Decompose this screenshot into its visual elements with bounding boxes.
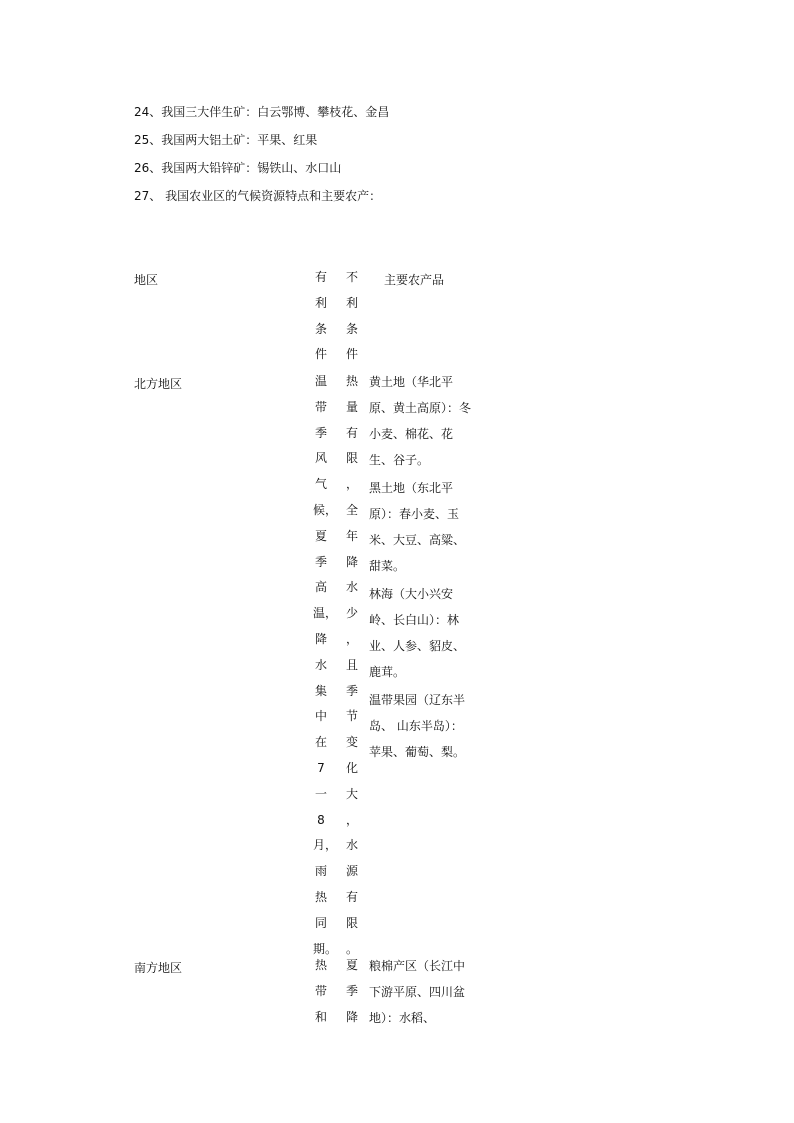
product-paragraph: 粮棉产区（长江中下游平原、四川盆地）：水稻、 xyxy=(369,959,466,1025)
column-char: 件 xyxy=(314,347,327,362)
column-char: 季 xyxy=(345,983,358,998)
column-char: 雨 xyxy=(314,864,327,879)
column-char: 一 xyxy=(314,786,327,801)
column-char: 热 xyxy=(345,374,358,388)
column-char: 中 xyxy=(314,709,327,724)
header-products: 主要农产品 xyxy=(384,273,445,287)
column-char: 且 xyxy=(345,657,358,672)
product-paragraph: 林海（大小兴安岭、长白山）：林业、人参、貂皮、鹿茸。 xyxy=(369,587,466,679)
column-char: 量 xyxy=(345,399,358,414)
product-paragraph: 温带果园（辽东半岛、 山东半岛）：苹果、葡萄、梨。 xyxy=(369,693,466,759)
column-char: 大 xyxy=(345,786,358,801)
column-char: 化 xyxy=(345,760,358,775)
column-char: 水 xyxy=(314,657,327,672)
column-char: ， xyxy=(345,812,358,827)
column-char: 候， xyxy=(313,502,338,517)
row-south-products xyxy=(369,953,473,1033)
column-char: 条 xyxy=(314,321,327,336)
column-char: 全 xyxy=(345,502,358,517)
column-char: 有 xyxy=(345,889,358,904)
column-char: 季 xyxy=(345,683,358,698)
row-north-unfavorable xyxy=(344,369,360,962)
column-char: 源 xyxy=(345,864,358,879)
column-char: 热 xyxy=(314,958,327,972)
list-item-24: 24、我国三大伴生矿：白云鄂博、攀枝花、金昌 xyxy=(134,105,390,119)
row-south-favorable xyxy=(313,953,329,1030)
column-char: 温， xyxy=(313,606,338,621)
column-char: 热 xyxy=(314,889,327,904)
column-char: 少 xyxy=(345,606,358,621)
column-char: 8 xyxy=(317,812,325,827)
product-paragraph: 黄土地（华北平原、黄土高原）：冬小麦、棉花、花生、谷子。 xyxy=(369,375,472,467)
row-south-region: 南方地区 xyxy=(134,961,183,975)
row-north-favorable xyxy=(313,369,338,962)
column-char: 条 xyxy=(345,321,358,336)
column-char: 同 xyxy=(314,915,327,930)
column-char: 利 xyxy=(314,295,327,310)
column-char: 带 xyxy=(314,399,327,414)
column-char: 在 xyxy=(314,735,327,750)
column-char: 水 xyxy=(345,580,358,595)
column-char: 风 xyxy=(314,451,327,466)
column-char: 7 xyxy=(317,760,325,775)
column-char: 。 xyxy=(345,941,358,956)
list-item-27: 27、 我国农业区的气候资源特点和主要农产： xyxy=(134,189,382,203)
row-south-unfavorable xyxy=(344,953,360,1030)
column-char: ， xyxy=(345,477,358,492)
header-unfavorable xyxy=(344,265,360,368)
column-char: 期。 xyxy=(313,941,338,956)
column-char: 高 xyxy=(314,580,327,595)
column-char: ， xyxy=(345,631,358,646)
column-char: 季 xyxy=(314,554,327,569)
column-char: 限 xyxy=(345,451,358,466)
column-char: 月， xyxy=(313,838,338,853)
column-char: 年 xyxy=(345,528,358,543)
column-char: 气 xyxy=(314,477,327,492)
column-char: 不 xyxy=(345,270,358,284)
list-item-26: 26、我国两大铅锌矿：锡铁山、水口山 xyxy=(134,161,342,175)
column-char: 水 xyxy=(345,838,358,853)
header-favorable xyxy=(313,265,329,368)
column-char: 节 xyxy=(345,709,358,724)
column-char: 季 xyxy=(314,425,327,440)
product-paragraph: 黑土地（东北平原）：春小麦、玉米、大豆、高粱、甜菜。 xyxy=(369,481,466,573)
column-char: 带 xyxy=(314,983,327,998)
column-char: 降 xyxy=(345,554,358,569)
row-north-region: 北方地区 xyxy=(134,377,183,391)
column-char: 集 xyxy=(314,683,327,698)
column-char: 和 xyxy=(314,1009,327,1024)
column-char: 降 xyxy=(345,1009,358,1024)
column-char: 件 xyxy=(345,347,358,362)
column-char: 夏 xyxy=(345,958,358,972)
column-char: 有 xyxy=(314,270,327,284)
column-char: 限 xyxy=(345,915,358,930)
column-char: 有 xyxy=(345,425,358,440)
column-char: 温 xyxy=(314,374,327,388)
list-item-25: 25、我国两大铝土矿：平果、红果 xyxy=(134,133,318,147)
column-char: 变 xyxy=(345,735,358,750)
column-char: 降 xyxy=(314,631,327,646)
header-region: 地区 xyxy=(134,273,159,287)
column-char: 夏 xyxy=(314,528,327,543)
row-north-products xyxy=(369,369,473,767)
column-char: 利 xyxy=(345,295,358,310)
